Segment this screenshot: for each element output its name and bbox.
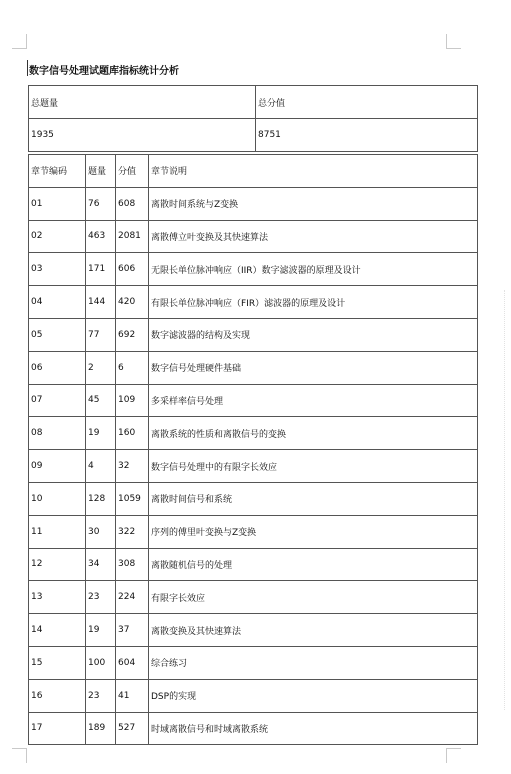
document-title[interactable]: 数字信号处理试题库指标统计分析: [29, 66, 179, 77]
cell-question-count[interactable]: 4: [86, 450, 116, 483]
cell-score[interactable]: 322: [116, 515, 149, 548]
chapter-table-header-row: [29, 155, 478, 188]
cell-chapter-description[interactable]: 离散时间系统与Z变换: [149, 187, 478, 220]
crop-mark-top-left: [12, 34, 27, 49]
cell-chapter-code[interactable]: 09: [29, 450, 86, 483]
cell-score[interactable]: 109: [116, 384, 149, 417]
header-chapter-description[interactable]: 章节说明: [149, 155, 478, 188]
header-score[interactable]: 分值: [116, 155, 149, 188]
cell-chapter-description[interactable]: 离散系统的性质和离散信号的变换: [149, 417, 478, 450]
cell-question-count[interactable]: 128: [86, 482, 116, 515]
summary-header-total-score[interactable]: 总分值: [256, 86, 478, 119]
table-row: [29, 482, 478, 515]
cell-chapter-code[interactable]: 10: [29, 482, 86, 515]
cell-chapter-code[interactable]: 15: [29, 646, 86, 679]
cell-chapter-description[interactable]: 离散时间信号和系统: [149, 482, 478, 515]
cell-score[interactable]: 6: [116, 351, 149, 384]
cell-chapter-code[interactable]: 13: [29, 581, 86, 614]
cell-score[interactable]: 420: [116, 286, 149, 319]
cell-chapter-description[interactable]: DSP的实现: [149, 679, 478, 712]
cell-score[interactable]: 37: [116, 614, 149, 647]
cell-chapter-description[interactable]: 综合练习: [149, 646, 478, 679]
cell-chapter-description[interactable]: 离散变换及其快速算法: [149, 614, 478, 647]
cell-question-count[interactable]: 34: [86, 548, 116, 581]
summary-table: [28, 85, 478, 152]
summary-value-total-score[interactable]: 8751: [256, 119, 478, 152]
page-edge-decoration: [504, 290, 511, 710]
crop-mark-bottom-right: [446, 748, 461, 763]
cell-question-count[interactable]: 100: [86, 646, 116, 679]
cell-question-count[interactable]: 144: [86, 286, 116, 319]
cell-score[interactable]: 692: [116, 318, 149, 351]
table-row: [29, 187, 478, 220]
cell-question-count[interactable]: 189: [86, 712, 116, 745]
cell-chapter-code[interactable]: 06: [29, 351, 86, 384]
cell-chapter-code[interactable]: 12: [29, 548, 86, 581]
table-row: [29, 351, 478, 384]
cell-chapter-description[interactable]: 数字信号处理中的有限字长效应: [149, 450, 478, 483]
summary-value-total-questions[interactable]: 1935: [29, 119, 256, 152]
cell-score[interactable]: 2081: [116, 220, 149, 253]
cell-chapter-description[interactable]: 无限长单位脉冲响应（IIR）数字滤波器的原理及设计: [149, 253, 478, 286]
summary-header-row: [29, 86, 478, 119]
cell-question-count[interactable]: 77: [86, 318, 116, 351]
table-row: [29, 614, 478, 647]
cell-chapter-description[interactable]: 有限字长效应: [149, 581, 478, 614]
cell-question-count[interactable]: 19: [86, 614, 116, 647]
cell-chapter-code[interactable]: 03: [29, 253, 86, 286]
cell-chapter-description[interactable]: 多采样率信号处理: [149, 384, 478, 417]
cell-chapter-description[interactable]: 有限长单位脉冲响应（FIR）滤波器的原理及设计: [149, 286, 478, 319]
cell-score[interactable]: 1059: [116, 482, 149, 515]
table-row: [29, 712, 478, 745]
table-row: [29, 220, 478, 253]
cell-question-count[interactable]: 463: [86, 220, 116, 253]
cell-question-count[interactable]: 45: [86, 384, 116, 417]
cell-score[interactable]: 160: [116, 417, 149, 450]
cell-chapter-code[interactable]: 02: [29, 220, 86, 253]
cell-score[interactable]: 604: [116, 646, 149, 679]
header-question-count[interactable]: 题量: [86, 155, 116, 188]
cell-chapter-code[interactable]: 11: [29, 515, 86, 548]
table-row: [29, 548, 478, 581]
table-row: [29, 384, 478, 417]
cell-question-count[interactable]: 30: [86, 515, 116, 548]
summary-value-row: [29, 119, 478, 152]
crop-mark-top-right: [446, 34, 461, 49]
table-row: [29, 253, 478, 286]
table-row: [29, 417, 478, 450]
cell-chapter-code[interactable]: 08: [29, 417, 86, 450]
cell-chapter-description[interactable]: 时域离散信号和时域离散系统: [149, 712, 478, 745]
text-cursor: [27, 60, 28, 76]
table-row: [29, 318, 478, 351]
table-row: [29, 646, 478, 679]
crop-mark-bottom-left: [12, 748, 27, 763]
cell-chapter-description[interactable]: 序列的傅里叶变换与Z变换: [149, 515, 478, 548]
table-row: [29, 515, 478, 548]
summary-header-total-questions[interactable]: 总题量: [29, 86, 256, 119]
cell-chapter-code[interactable]: 05: [29, 318, 86, 351]
table-row: [29, 581, 478, 614]
cell-score[interactable]: 308: [116, 548, 149, 581]
cell-score[interactable]: 32: [116, 450, 149, 483]
header-chapter-code[interactable]: 章节编码: [29, 155, 86, 188]
cell-chapter-code[interactable]: 16: [29, 679, 86, 712]
cell-score[interactable]: 41: [116, 679, 149, 712]
cell-chapter-description[interactable]: 离散傅立叶变换及其快速算法: [149, 220, 478, 253]
cell-chapter-code[interactable]: 14: [29, 614, 86, 647]
cell-chapter-description[interactable]: 离散随机信号的处理: [149, 548, 478, 581]
cell-question-count[interactable]: 76: [86, 187, 116, 220]
cell-chapter-code[interactable]: 07: [29, 384, 86, 417]
cell-question-count[interactable]: 2: [86, 351, 116, 384]
cell-chapter-code[interactable]: 01: [29, 187, 86, 220]
cell-score[interactable]: 527: [116, 712, 149, 745]
table-row: [29, 679, 478, 712]
cell-score[interactable]: 608: [116, 187, 149, 220]
cell-question-count[interactable]: 23: [86, 679, 116, 712]
cell-question-count[interactable]: 19: [86, 417, 116, 450]
table-row: [29, 286, 478, 319]
cell-chapter-description[interactable]: 数字滤波器的结构及实现: [149, 318, 478, 351]
cell-score[interactable]: 606: [116, 253, 149, 286]
cell-chapter-code[interactable]: 17: [29, 712, 86, 745]
cell-question-count[interactable]: 171: [86, 253, 116, 286]
cell-question-count[interactable]: 23: [86, 581, 116, 614]
cell-chapter-code[interactable]: 04: [29, 286, 86, 319]
cell-score[interactable]: 224: [116, 581, 149, 614]
chapter-table: [28, 154, 478, 745]
table-row: [29, 450, 478, 483]
cell-chapter-description[interactable]: 数字信号处理硬件基础: [149, 351, 478, 384]
